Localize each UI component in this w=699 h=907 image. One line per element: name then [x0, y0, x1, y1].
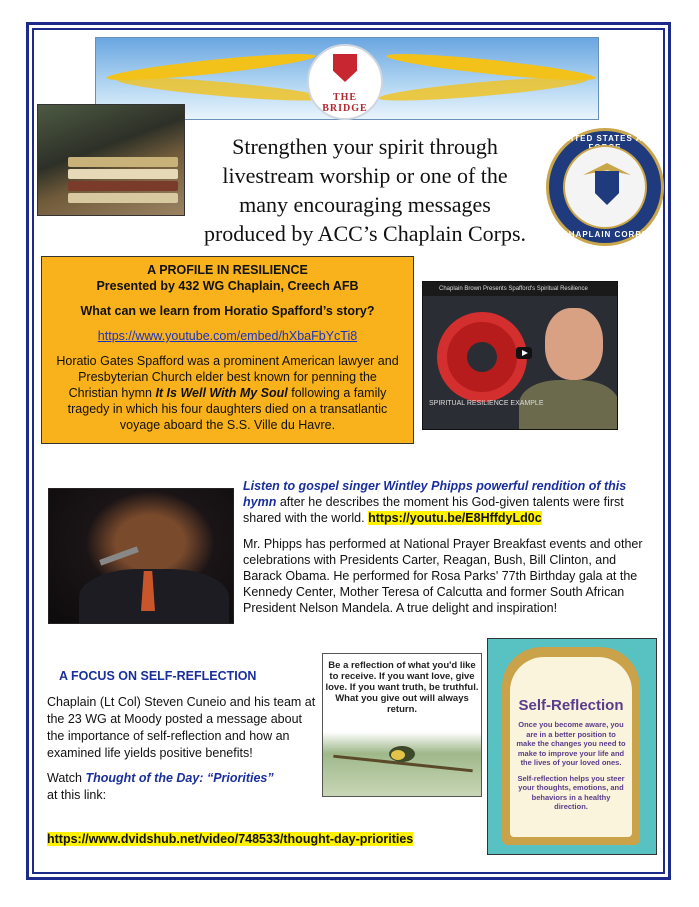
chaplain-corps-seal: [546, 128, 664, 246]
banner-swoosh: [378, 73, 588, 105]
focus-watch: [47, 770, 317, 804]
profile-body-text-2: following a family tragedy in which his four daughters died on a transatlantic voyage aboard the S.S. Ville du Havre.: [67, 386, 388, 432]
headline: [190, 132, 540, 248]
hymn-title: It Is Well With My Soul: [155, 386, 288, 400]
watch-title: Thought of the Day: “Priorities”: [85, 771, 274, 785]
seal-top-text: UNITED STATES AIR: [557, 134, 653, 143]
watch-suffix: at this link:: [47, 788, 107, 802]
crest-icon: [333, 54, 357, 82]
dvids-link[interactable]: https://www.dvidshub.net/video/748533/thought-day-priorities: [47, 832, 414, 846]
headline-line: produced by ACC’s Chaplain Corps.: [203, 221, 527, 246]
profile-body: [42, 353, 413, 433]
focus-section: [47, 694, 317, 812]
headline-line: livestream worship or one of the: [222, 163, 508, 188]
poster-text-1: Once you become aware, you are in a better position to make the changes you need to make to improve your life and the lives of your loved ones.: [516, 720, 626, 767]
focus-body: Chaplain (Lt Col) Steven Cuneio and his team at the 23 WG at Moody posted a message about the importance of self-reflection and how an examined life yields positive benefits!: [47, 695, 316, 760]
shield-icon: [595, 171, 619, 205]
book-spine: [68, 169, 178, 179]
book-spine: [68, 157, 178, 167]
focus-heading: A FOCUS ON SELF-REFLECTION: [59, 669, 257, 683]
profile-youtube-link[interactable]: https://www.youtube.com/embed/hXbaFbYcTi8: [97, 329, 358, 343]
profile-body-text: Horatio Gates Spafford was a prominent American lawyer and Presbyterian Church elder best known for penning the Christian hymn: [56, 354, 399, 400]
poster-text-2: Self-reflection helps you steer your thoughts, emotions, and behaviors in a healthy direction.: [517, 773, 625, 811]
headline-line: Strengthen your spirit through: [232, 134, 498, 159]
singer-suit: [79, 569, 229, 624]
profile-in-resilience-box: [41, 256, 414, 444]
book-spine: [68, 181, 178, 191]
self-reflection-poster: [487, 638, 657, 855]
gear-hole: [467, 342, 497, 372]
gospel-lead: Listen to gospel singer Wintley Phipps powerful rendition of this hymn: [243, 479, 627, 509]
video-title: Chaplain Brown Presents Spafford's Spiritual Resilience: [423, 282, 617, 296]
bridge-logo: [307, 44, 383, 120]
headline-line: many encouraging messages: [239, 192, 491, 217]
bridge-logo-word: THE BRIDGE: [322, 92, 368, 114]
bird-chest: [391, 750, 405, 760]
profile-title: A PROFILE IN RESILIENCE: [147, 263, 308, 277]
gospel-para-1: [243, 478, 658, 526]
poster-page: [510, 657, 632, 837]
singer-photo: [48, 488, 234, 624]
microphone-icon: [99, 546, 139, 565]
seal-ring: [563, 145, 647, 229]
banner-swoosh: [116, 73, 326, 105]
book-spine: [68, 193, 178, 203]
gospel-section: [243, 478, 658, 626]
gospel-youtube-link[interactable]: https://youtu.be/E8HffdyLd0c: [368, 511, 542, 525]
books-photo: [37, 104, 185, 216]
poster-heading: Self-Reflection: [518, 697, 624, 714]
video-thumbnail[interactable]: [422, 281, 618, 430]
watch-prefix: Watch: [47, 771, 86, 785]
chaplain-face: [545, 308, 603, 380]
gospel-rest: after he describes the moment his God-given talents were first shared with the world.: [243, 495, 624, 525]
profile-question: What can we learn from Horatio Spafford’s story?: [80, 304, 375, 318]
bird-quote: Be a reflection of what you'd like to receive. If you want love, give love. If you want truth, be truthful. What you give out will always return.: [325, 660, 479, 715]
video-caption: SPIRITUAL RESILIENCE EXAMPLE: [429, 400, 544, 407]
seal-bottom-text: CHAPLAIN CORPS: [561, 230, 648, 239]
bird-reflection-poster: [322, 653, 482, 797]
play-icon[interactable]: [516, 347, 532, 359]
gospel-para-2: Mr. Phipps has performed at National Prayer Breakfast events and other celebrations with Presidents Carter, Reagan, Bush, Bill Clinton, and Barack Obama. He performed for Rosa Parks' 77th Birthday gala at the Kennedy Center, Mother Teresa of Calcutta and former South African President Nelson Mandela. A true delight and inspiration!: [243, 537, 643, 615]
profile-presenter: Presented by 432 WG Chaplain, Creech AFB: [96, 279, 359, 293]
